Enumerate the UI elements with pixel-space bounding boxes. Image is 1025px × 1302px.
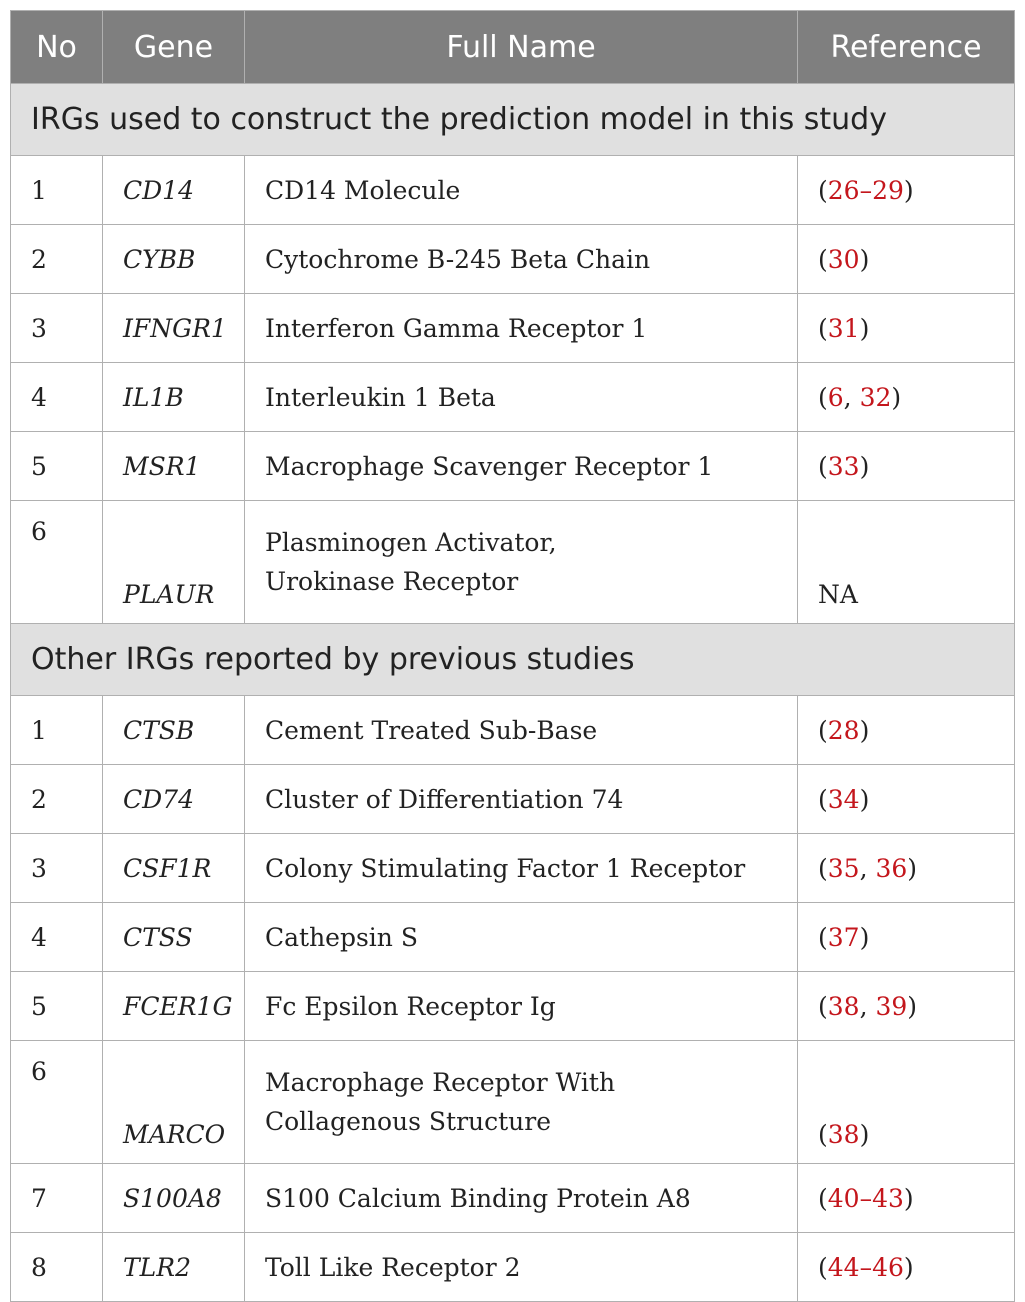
cell-no: 1 — [11, 696, 103, 765]
gene-table — [10, 10, 1015, 1302]
reference-paren-open: ( — [818, 175, 828, 205]
reference-link[interactable]: 30 — [827, 244, 860, 274]
reference-paren-close: ) — [903, 1252, 914, 1282]
header-full-name: Full Name — [245, 11, 798, 84]
reference-link[interactable]: 34 — [827, 784, 860, 814]
cell-gene: S100A8 — [103, 1164, 245, 1233]
cell-no: 5 — [11, 432, 103, 501]
full-name-line: Collagenous Structure — [265, 1107, 552, 1136]
reference-link[interactable]: 36 — [875, 853, 908, 883]
reference-paren-open: ( — [818, 244, 828, 274]
reference-paren-close: ) — [903, 1183, 914, 1213]
reference-paren-close: ) — [907, 853, 918, 883]
header-gene: Gene — [103, 11, 245, 84]
cell-no: 2 — [11, 765, 103, 834]
section-row — [11, 624, 1015, 696]
reference-link[interactable]: 26 — [827, 175, 860, 205]
full-name-line: Macrophage Receptor With — [265, 1068, 616, 1097]
reference-separator: , — [859, 853, 876, 883]
cell-reference — [798, 156, 1015, 225]
cell-reference — [798, 765, 1015, 834]
cell-reference — [798, 903, 1015, 972]
reference-paren-open: ( — [818, 715, 828, 745]
reference-paren-open: ( — [818, 991, 828, 1021]
reference-paren-close: ) — [859, 451, 870, 481]
cell-no: 3 — [11, 834, 103, 903]
table-row — [11, 1041, 1015, 1164]
reference-link[interactable]: 35 — [827, 853, 860, 883]
reference-link[interactable]: 32 — [859, 382, 892, 412]
cell-gene: IFNGR1 — [103, 294, 245, 363]
cell-full-name: Toll Like Receptor 2 — [245, 1233, 798, 1302]
reference-link[interactable]: 37 — [827, 922, 860, 952]
cell-reference — [798, 363, 1015, 432]
table-row — [11, 1233, 1015, 1302]
table-row — [11, 225, 1015, 294]
cell-gene: CTSB — [103, 696, 245, 765]
cell-full-name: Colony Stimulating Factor 1 Receptor — [245, 834, 798, 903]
cell-reference — [798, 294, 1015, 363]
cell-no: 4 — [11, 363, 103, 432]
reference-paren-open: ( — [818, 922, 828, 952]
cell-full-name: Cement Treated Sub-Base — [245, 696, 798, 765]
cell-reference — [798, 501, 1015, 624]
cell-full-name: S100 Calcium Binding Protein A8 — [245, 1164, 798, 1233]
cell-no: 1 — [11, 156, 103, 225]
reference-paren-close: ) — [859, 715, 870, 745]
reference-separator: , — [859, 991, 876, 1021]
table-row — [11, 765, 1015, 834]
cell-gene: MSR1 — [103, 432, 245, 501]
table-row — [11, 432, 1015, 501]
reference-separator: – — [859, 1252, 873, 1282]
cell-gene: CD14 — [103, 156, 245, 225]
cell-reference — [798, 1041, 1015, 1164]
reference-paren-close: ) — [891, 382, 902, 412]
table-row — [11, 903, 1015, 972]
cell-gene: CSF1R — [103, 834, 245, 903]
reference-paren-close: ) — [907, 991, 918, 1021]
cell-full-name: Interleukin 1 Beta — [245, 363, 798, 432]
cell-gene: IL1B — [103, 363, 245, 432]
cell-full-name: CD14 Molecule — [245, 156, 798, 225]
table-row — [11, 156, 1015, 225]
reference-separator: , — [843, 382, 860, 412]
cell-reference — [798, 972, 1015, 1041]
section-row — [11, 84, 1015, 156]
reference-link[interactable]: 38 — [827, 991, 860, 1021]
cell-reference — [798, 1233, 1015, 1302]
reference-paren-close: ) — [903, 175, 914, 205]
cell-reference — [798, 696, 1015, 765]
header-row — [11, 11, 1015, 84]
reference-paren-open: ( — [818, 853, 828, 883]
reference-link[interactable]: 40 — [827, 1183, 860, 1213]
full-name-line: Urokinase Receptor — [265, 567, 519, 596]
cell-reference — [798, 1164, 1015, 1233]
cell-full-name: Cluster of Differentiation 74 — [245, 765, 798, 834]
section-title: IRGs used to construct the prediction model in this study — [11, 84, 1015, 156]
table-row — [11, 363, 1015, 432]
cell-full-name: Cathepsin S — [245, 903, 798, 972]
reference-link[interactable]: 44 — [827, 1252, 860, 1282]
reference-paren-close: ) — [859, 784, 870, 814]
reference-paren-open: ( — [818, 784, 828, 814]
table-row — [11, 696, 1015, 765]
cell-full-name — [245, 501, 798, 624]
reference-link[interactable]: 6 — [827, 382, 844, 412]
cell-full-name: Fc Epsilon Receptor Ig — [245, 972, 798, 1041]
reference-paren-open: ( — [818, 1252, 828, 1282]
cell-full-name: Interferon Gamma Receptor 1 — [245, 294, 798, 363]
reference-paren-close: ) — [859, 1120, 870, 1149]
header-no: No — [11, 11, 103, 84]
reference-separator: – — [859, 175, 873, 205]
reference-text: NA — [818, 580, 858, 609]
reference-link[interactable]: 43 — [872, 1183, 904, 1213]
reference-paren-open: ( — [818, 1183, 828, 1213]
cell-no: 6 — [11, 501, 103, 624]
table-row — [11, 501, 1015, 624]
header-reference: Reference — [798, 11, 1015, 84]
cell-full-name — [245, 1041, 798, 1164]
section-title: Other IRGs reported by previous studies — [11, 624, 1015, 696]
cell-full-name: Cytochrome B-245 Beta Chain — [245, 225, 798, 294]
reference-link[interactable]: 38 — [827, 1120, 860, 1149]
cell-gene: CTSS — [103, 903, 245, 972]
cell-no: 5 — [11, 972, 103, 1041]
reference-link[interactable]: 39 — [875, 991, 908, 1021]
cell-gene: CYBB — [103, 225, 245, 294]
cell-no: 2 — [11, 225, 103, 294]
reference-paren-open: ( — [818, 382, 828, 412]
cell-no: 8 — [11, 1233, 103, 1302]
reference-paren-close: ) — [859, 313, 870, 343]
reference-separator: – — [859, 1183, 873, 1213]
cell-no: 3 — [11, 294, 103, 363]
reference-paren-open: ( — [818, 451, 828, 481]
reference-link[interactable]: 31 — [827, 313, 860, 343]
full-name-line: Plasminogen Activator, — [265, 528, 557, 557]
table-row — [11, 834, 1015, 903]
cell-gene: MARCO — [103, 1041, 245, 1164]
reference-paren-close: ) — [859, 244, 870, 274]
cell-no: 4 — [11, 903, 103, 972]
cell-reference — [798, 834, 1015, 903]
cell-reference — [798, 432, 1015, 501]
reference-link[interactable]: 33 — [827, 451, 860, 481]
reference-paren-close: ) — [859, 922, 870, 952]
table-row — [11, 972, 1015, 1041]
cell-gene: PLAUR — [103, 501, 245, 624]
table-row — [11, 294, 1015, 363]
cell-gene: FCER1G — [103, 972, 245, 1041]
cell-no: 7 — [11, 1164, 103, 1233]
cell-gene: TLR2 — [103, 1233, 245, 1302]
reference-link[interactable]: 28 — [827, 715, 860, 745]
reference-paren-open: ( — [818, 1120, 828, 1149]
cell-reference — [798, 225, 1015, 294]
table-row — [11, 1164, 1015, 1233]
cell-no: 6 — [11, 1041, 103, 1164]
reference-paren-open: ( — [818, 313, 828, 343]
cell-full-name: Macrophage Scavenger Receptor 1 — [245, 432, 798, 501]
reference-link[interactable]: 46 — [872, 1252, 904, 1282]
cell-gene: CD74 — [103, 765, 245, 834]
reference-link[interactable]: 29 — [872, 175, 904, 205]
